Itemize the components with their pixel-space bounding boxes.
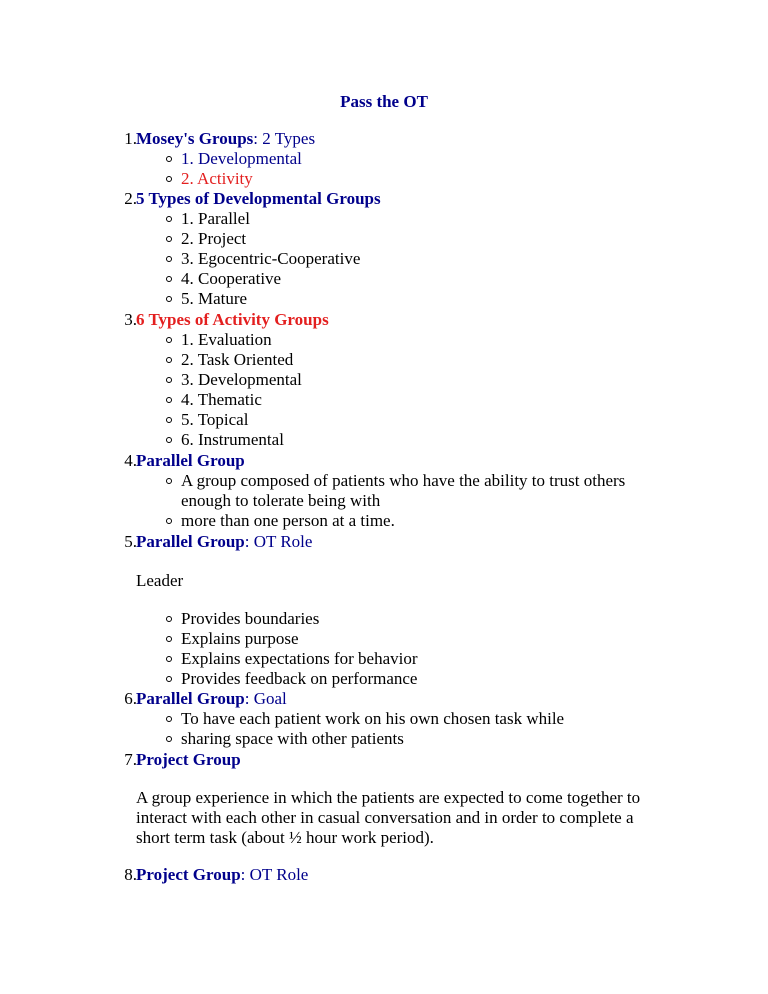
item-number: 7.	[124, 750, 137, 769]
item-heading-bold: Parallel Group	[136, 689, 245, 708]
bullet-icon	[166, 437, 172, 443]
paragraph-line: short term task (about ½ hour work period).	[136, 828, 434, 847]
sub-item: sharing space with other patients	[181, 729, 404, 748]
bullet-icon	[166, 276, 172, 282]
sub-item: Explains purpose	[181, 629, 299, 648]
item-heading-rest: : OT Role	[244, 532, 313, 551]
item-heading: 6 Types of Activity Groups	[136, 310, 329, 329]
bullet-icon	[166, 518, 172, 524]
item-heading-rest: : OT Role	[240, 865, 309, 884]
item-heading	[136, 689, 287, 709]
sub-item: more than one person at a time.	[181, 511, 395, 530]
item-heading: Project Group	[136, 750, 241, 769]
bullet-icon	[166, 337, 172, 343]
bullet-icon	[166, 296, 172, 302]
sub-item: Explains expectations for behavior	[181, 649, 418, 668]
sub-item: 6. Instrumental	[181, 430, 284, 449]
bullet-icon	[166, 176, 172, 182]
bullet-icon	[166, 417, 172, 423]
item-number: 5.	[124, 532, 137, 551]
item-number: 4.	[124, 451, 137, 470]
sub-item: 4. Thematic	[181, 390, 262, 409]
bullet-icon	[166, 716, 172, 722]
item-heading	[136, 865, 308, 885]
sub-item: 1. Evaluation	[181, 330, 272, 349]
paragraph: Leader	[136, 571, 184, 590]
sub-item-continuation: enough to tolerate being with	[181, 491, 381, 510]
item-heading-rest: : Goal	[244, 689, 287, 708]
paragraph-line: interact with each other in casual conversation and in order to complete a	[136, 808, 634, 827]
bullet-icon	[166, 736, 172, 742]
item-number: 1.	[124, 129, 137, 148]
bullet-icon	[166, 397, 172, 403]
bullet-icon	[166, 676, 172, 682]
item-heading-bold: Project Group	[136, 865, 241, 884]
item-heading-bold: Parallel Group	[136, 532, 245, 551]
item-number: 2.	[124, 189, 137, 208]
sub-item: 4. Cooperative	[181, 269, 282, 288]
sub-item: A group composed of patients who have the ability to trust others	[181, 471, 626, 490]
item-heading: Parallel Group	[136, 451, 245, 470]
item-heading	[136, 129, 315, 149]
bullet-icon	[166, 256, 172, 262]
sub-item: 5. Mature	[181, 289, 248, 308]
item-heading: 5 Types of Developmental Groups	[136, 189, 381, 208]
item-number: 6.	[124, 689, 137, 708]
bullet-icon	[166, 377, 172, 383]
item-heading-bold: Mosey's Groups	[136, 129, 254, 148]
bullet-icon	[166, 478, 172, 484]
bullet-icon	[166, 357, 172, 363]
sub-item: 2. Task Oriented	[181, 350, 294, 369]
sub-item: 5. Topical	[181, 410, 249, 429]
bullet-icon	[166, 156, 172, 162]
sub-item: Provides boundaries	[181, 609, 320, 628]
bullet-icon	[166, 616, 172, 622]
bullet-icon	[166, 636, 172, 642]
sub-item: To have each patient work on his own chosen task while	[181, 709, 565, 728]
bullet-icon	[166, 656, 172, 662]
sub-item: 1. Developmental	[181, 149, 302, 168]
bullet-icon	[166, 236, 172, 242]
item-number: 3.	[124, 310, 137, 329]
bullet-icon	[166, 216, 172, 222]
sub-item: Provides feedback on performance	[181, 669, 418, 688]
document-title: Pass the OT	[340, 92, 428, 111]
item-number: 8.	[124, 865, 137, 884]
item-heading	[136, 532, 312, 552]
sub-item: 2. Project	[181, 229, 247, 248]
sub-item: 3. Egocentric-Cooperative	[181, 249, 361, 268]
item-heading-rest: : 2 Types	[253, 129, 316, 148]
sub-item: 2. Activity	[181, 169, 253, 188]
sub-item: 3. Developmental	[181, 370, 302, 389]
sub-item: 1. Parallel	[181, 209, 250, 228]
paragraph-line: A group experience in which the patients are expected to come together to	[136, 788, 641, 807]
